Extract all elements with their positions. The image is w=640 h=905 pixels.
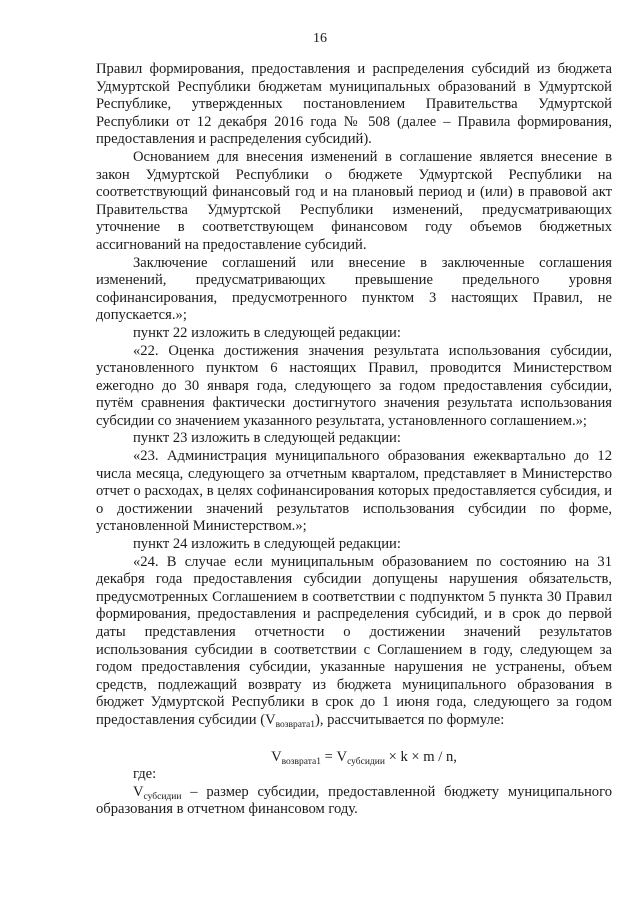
paragraph-clause-24: [96, 554, 612, 730]
clause-24-text: «24. В случае если муниципальным образованием по состоянию на 31 декабря года предоставления субсидии допущены нарушения обязательств, предусмотренных Соглашением в соответствии с подпунктом 5 пункта 30 Правил формирования, предоставления и распределения субсидий, и в срок до первой даты представления отчетности о достижении значений результатов использования субсидии в соответствии с Соглашением в году, следующем за годом предоставления субсидии, указанные нарушения не устранены, объем средств, подлежащий возврату из бюджета муниципального образования в бюджет Удмуртской Республики в срок до 1 июня года, следующего за годом предоставления субсидии (V: [96, 553, 612, 728]
formula-rest: × k × m / n,: [384, 748, 457, 765]
paragraph-clause-22: «22. Оценка достижения значения результата использования субсидии, установленного пунктом 6 настоящих Правил, проводится Министерством ежегодно до 30 января года, следующего за годом предоставления субсидии, путём сравнения фактически достигнутого значения результата использования субсидии со значением указанного результата, установленного соглашением.»;: [96, 342, 612, 429]
clause-24-subscript: возврата1: [275, 719, 315, 730]
definition-subscript: субсидии: [143, 791, 182, 802]
paragraph-basis-for-changes: Основанием для внесения изменений в соглашение является внесение в закон Удмуртской Республики о бюджете Удмуртской Республики на соответствующий финансовый год и на плановый период и (или) в правовой акт Правительства Удмуртской Республики изменений, предусматривающих уточнение в соответствующем финансовом году объемов бюджетных ассигнований на предоставление субсидий.: [96, 148, 612, 253]
formula-sub-subsidy: субсидии: [347, 756, 385, 767]
paragraph-clause-23-intro: пункт 23 изложить в следующей редакции:: [133, 430, 401, 447]
paragraph-subsidy-definition: [96, 784, 612, 819]
paragraph-clause-23: «23. Администрация муниципального образования ежеквартально до 12 числа месяца, следующего за отчетным кварталом, представляет в Министерство отчет о расходах, в целях софинансирования которых предоставляется субсидия, и о достижении значений результатов использования субсидии по форме, установленной Министерством.»;: [96, 448, 612, 535]
paragraph-cofinancing-limit: Заключение соглашений или внесение в заключенные соглашения изменений, предусматривающих превышение предельного уровня софинансирования, предусмотренного пунктом 3 настоящих Правил, не допускается.»;: [96, 254, 612, 324]
document-body: [96, 61, 612, 819]
formula-sub-refund: возврата1: [281, 756, 321, 767]
page-number: 16: [313, 31, 327, 46]
paragraph-clause-24-intro: пункт 24 изложить в следующей редакции:: [133, 536, 401, 553]
definition-v: V: [133, 783, 144, 800]
clause-24-text-end: ), рассчитывается по формуле:: [315, 711, 505, 728]
definition-text: – размер субсидии, предоставленной бюджету муниципального образования в отчетном финансовом году.: [96, 783, 612, 818]
paragraph-rules-reference: Правил формирования, предоставления и распределения субсидий из бюджета Удмуртской Республики бюджетам муниципальных образований в Удмуртской Республике, утвержденных постановлением Правительства Удмуртской Республики от 12 декабря 2016 года № 508 (далее – Правила формирования, предоставления и распределения субсидий).: [96, 61, 612, 148]
formula-equals: = V: [320, 748, 348, 765]
refund-formula: [96, 749, 612, 767]
paragraph-clause-22-intro: пункт 22 изложить в следующей редакции:: [133, 324, 401, 341]
formula-v-refund: V: [271, 748, 282, 765]
where-label: где:: [133, 766, 157, 783]
